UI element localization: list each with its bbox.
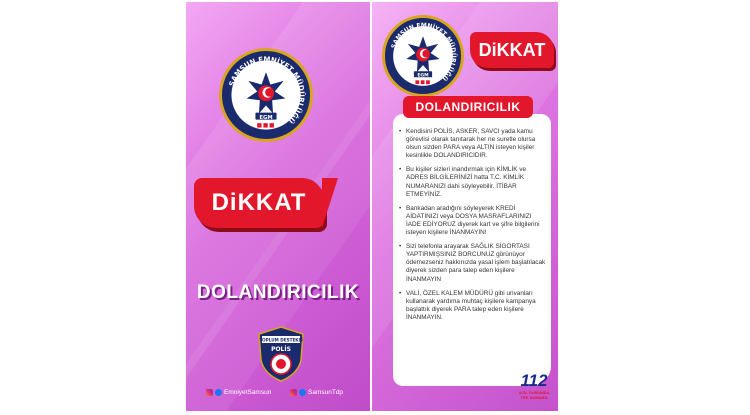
facebook-icon (299, 389, 306, 396)
police-star-icon (406, 36, 439, 72)
emergency-sub1: ACİL DURUMDA (518, 390, 550, 395)
list-item: • Sizi telefonla arayarak SAĞLIK SİGORTASI YAPTIRMIŞSINIZ BORCUNUZ görünüyor ödemezseniz hakkınızda yasal işlem başlatılacak diyerek sizden para talep eden kişilere İNANMAYIN (399, 243, 547, 283)
list-item: • VALİ, ÖZEL KALEM MÜDÜRÜ gibi unvanları kullanarak yardıma muhtaç kişilere kampanya başlattık diyerek PARA talep eden kişilere İNANMAYIN. (399, 290, 547, 322)
social-handle: SamsunTdp (308, 388, 344, 396)
list-item: • Bu kişiler sizleri inandırmak için KİMLİK ve ADRES BİLGİLERİNİZİ hatta T.C. KİMLİK NUMARANIZI dahi söyleyebilir. İTİBAR ETMEYİNİZ. (399, 166, 547, 198)
fraud-title-right-banner (403, 96, 533, 118)
instagram-icon (290, 389, 297, 396)
emblem-center-text: EGM (259, 114, 273, 121)
fraud-title-left: DOLANDIRICILIK (196, 282, 360, 303)
fraud-title-right: DOLANDIRICILIK (415, 100, 521, 114)
emergency-112-badge (516, 372, 552, 410)
community-police-shield-icon (258, 326, 304, 382)
dikkat-text: DiKKAT (478, 39, 546, 60)
facebook-icon (215, 389, 222, 396)
list-item: • Kendisini POLİS, ASKER, SAVCI yada kamu görevlisi olarak tanıtarak her ne suretle olursa olsun sizden PARA veya ALTIN isteyen kişiler kesinlikle DOLANDIRICIDIR. (399, 128, 547, 160)
dikkat-banner-right (470, 32, 554, 68)
footer-social-tdp[interactable] (290, 387, 343, 397)
social-handle: EmniyetSamsun (224, 388, 272, 396)
dikkat-text: DiKKAT (211, 189, 307, 216)
emergency-sub2: TEK NUMARA (520, 395, 548, 400)
samsun-police-emblem-left (219, 48, 313, 142)
instagram-icon (206, 389, 213, 396)
list-item: • Bankadan aradığını söyleyerek KREDİ AİDATINIZI veya DOSYA MASRAFLARINIZI İADE EDİYORUZ diyerek kart ve şifre bilgilerini isteyen kişilere İNANMAYIN! (399, 205, 547, 237)
emblem-ring-text: SAMSUN EMNİYET MÜDÜRLÜĞÜ (390, 22, 457, 82)
dikkat-banner-left (194, 178, 324, 228)
police-star-icon (247, 72, 286, 113)
emergency-number: 112 (520, 371, 548, 390)
fraud-warning-list (399, 128, 547, 328)
emblem-ring-text: SAMSUN EMNİYET MÜDÜRLÜĞÜ (226, 54, 307, 126)
community-badge-main: POLİS (271, 346, 291, 353)
community-badge-top: TOPLUM DESTEKLİ (259, 337, 303, 343)
samsun-police-emblem-right (382, 15, 464, 97)
footer-social-emniyet[interactable] (206, 387, 271, 397)
emblem-center-text: EGM (417, 73, 429, 79)
